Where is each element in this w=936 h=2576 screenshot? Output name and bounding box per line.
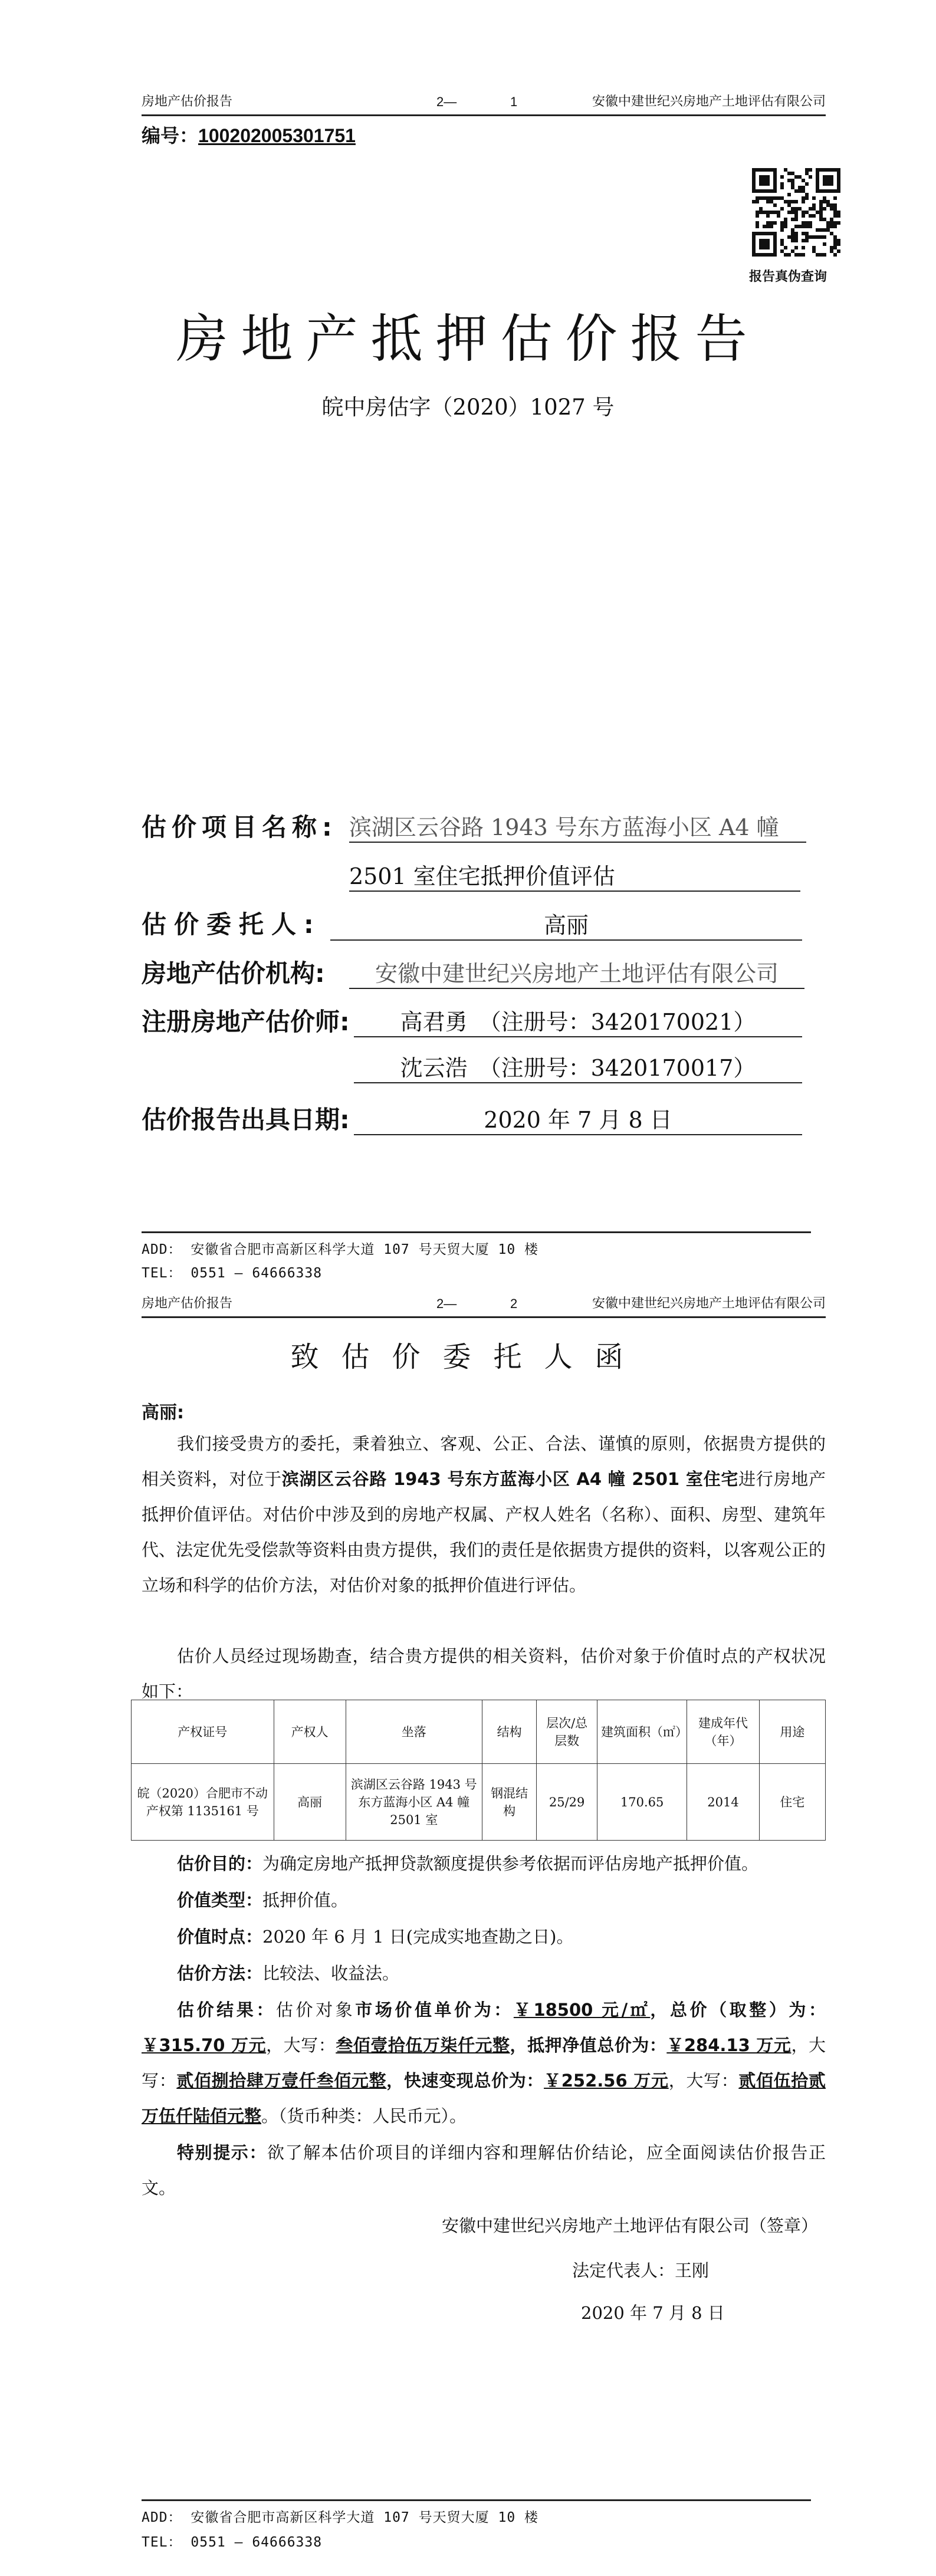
table-header: 产权人 — [274, 1700, 346, 1764]
result-text: 估价对象 — [275, 2000, 356, 2020]
table-cell: 皖（2020）合肥市不动产权第 1135161 号 — [132, 1764, 274, 1841]
net-mortgage-value-chinese: 贰佰捌拾肆万壹仟叁佰元整 — [176, 2071, 387, 2091]
header-page-num: 1 — [510, 94, 518, 109]
result-text: 。（货币种类：人民币元）。 — [261, 2106, 467, 2126]
result-label: 估价结果： — [177, 2000, 276, 2020]
qr-code-image — [752, 168, 840, 257]
result-text: ，大写： — [142, 2035, 826, 2091]
report-title: 房地产抵押估价报告 — [176, 308, 760, 369]
header-right: 安徽中建世纪兴房地产土地评估有限公司 — [592, 1296, 826, 1310]
table-header: 建成年代（年） — [687, 1700, 760, 1764]
table-header: 建筑面积（㎡） — [597, 1700, 687, 1764]
table-cell: 25/29 — [537, 1764, 597, 1841]
value-type-text: 抵押价值。 — [262, 1890, 349, 1910]
letter-title: 致估价委托人函 — [290, 1340, 646, 1374]
result-text: ，快速变现总价为： — [386, 2071, 544, 2091]
salutation: 高丽: — [142, 1402, 184, 1423]
signature-company: 安徽中建世纪兴房地产土地评估有限公司（签章） — [441, 2216, 818, 2236]
property-rights-table — [131, 1700, 826, 1841]
result-text: 市场价值单价为： — [355, 2000, 514, 2020]
appraiser-1: 高君勇 （注册号：3420170021） — [354, 1004, 802, 1037]
page-header — [142, 1290, 826, 1318]
result-text: ，总价（取整）为： — [650, 2000, 826, 2020]
method-label: 估价方法： — [177, 1963, 263, 1983]
footer-address: ADD： 安徽省合肥市高新区科学大道 107 号天贸大厦 10 楼 — [142, 2510, 539, 2525]
header-page-prefix: 2— — [436, 94, 457, 109]
client-label: 估价委托人: — [142, 910, 321, 939]
footer-tel: TEL： 0551 — 64666338 — [142, 2535, 323, 2550]
client-value: 高丽 — [330, 907, 802, 941]
signature-date: 2020 年 7 月 8 日 — [581, 2303, 725, 2323]
table-cell: 住宅 — [759, 1764, 825, 1841]
signature-representative: 法定代表人：王刚 — [572, 2260, 710, 2281]
method-text: 比较法、收益法。 — [262, 1963, 400, 1983]
special-note-text: 欲了解本估价项目的详细内容和理解估价结论，应全面阅读估价报告正文。 — [142, 2143, 826, 2198]
unit-price: ￥18500 元/㎡ — [513, 2000, 651, 2020]
value-time-line — [142, 1919, 826, 1954]
purpose-label: 估价目的： — [177, 1854, 263, 1874]
page-header — [142, 88, 826, 116]
paragraph-commission — [142, 1426, 826, 1603]
total-price: ￥315.70 万元 — [142, 2035, 267, 2055]
net-mortgage-value: ￥284.13 万元 — [666, 2035, 792, 2055]
serial-value: 100202005301751 — [198, 125, 356, 146]
value-time-text: 2020 年 6 月 1 日(完成实地查勘之日)。 — [262, 1927, 574, 1947]
result-paragraph — [142, 1992, 826, 2134]
header-page-prefix: 2— — [436, 1296, 457, 1311]
report-date-label: 估价报告出具日期: — [142, 1105, 350, 1134]
quick-sale-value: ￥252.56 万元 — [544, 2071, 669, 2091]
footer-tel: TEL： 0551 — 64666338 — [142, 1266, 323, 1281]
result-text: ，抵押净值总价为： — [510, 2035, 667, 2055]
table-cell: 滨湖区云谷路 1943 号东方蓝海小区 A4 幢 2501 室 — [346, 1764, 482, 1841]
header-right: 安徽中建世纪兴房地产土地评估有限公司 — [592, 94, 826, 109]
special-note — [142, 2135, 826, 2206]
table-header: 用途 — [759, 1700, 825, 1764]
total-price-chinese: 叁佰壹拾伍万柒仟元整 — [336, 2035, 510, 2055]
result-text: ，大写： — [668, 2071, 739, 2091]
value-type-label: 价值类型： — [177, 1890, 263, 1910]
project-name-label: 估价项目名称: — [142, 813, 337, 842]
table-header: 层次/总层数 — [537, 1700, 597, 1764]
appraiser-label: 注册房地产估价师: — [142, 1007, 350, 1036]
para1-text-c: 进行房地产抵押价值评估。对估价中涉及到的房地产权属、产权人姓名（名称）、面积、房型、建筑年代、法定优先受偿款等资料由贵方提供，我们的责任是依据贵方提供的资料，以客观公正的立场和科学的估价方法，对估价对象的抵押价值进行评估。 — [142, 1469, 826, 1595]
table-row — [132, 1764, 826, 1841]
table-header: 产权证号 — [132, 1700, 274, 1764]
table-cell: 钢混结构 — [482, 1764, 536, 1841]
agency-label: 房地产估价机构: — [142, 959, 325, 988]
table-header: 坐落 — [346, 1700, 482, 1764]
purpose-text: 为确定房地产抵押贷款额度提供参考依据而评估房地产抵押价值。 — [262, 1854, 759, 1874]
footer-rule — [142, 1231, 811, 1233]
table-cell: 2014 — [687, 1764, 760, 1841]
para1-text-a: 我们接受贵方的委托，秉着独立、客观、公正、合法、谨慎的原则，依据贵方提供的相关资料，对位于 — [142, 1434, 826, 1489]
purpose-line — [142, 1846, 826, 1881]
table-header-row — [132, 1700, 826, 1764]
qr-code — [752, 168, 840, 257]
table-cell: 高丽 — [274, 1764, 346, 1841]
special-note-label: 特别提示： — [177, 2143, 267, 2163]
table-cell: 170.65 — [597, 1764, 687, 1841]
header-left: 房地产估价报告 — [142, 94, 233, 109]
project-name-line2: 2501 室住宅抵押价值评估 — [349, 858, 800, 892]
document-number: 皖中房估字（2020）1027 号 — [321, 395, 615, 420]
value-time-label: 价值时点： — [177, 1927, 263, 1947]
paragraph-survey: 估价人员经过现场勘查，结合贵方提供的相关资料，估价对象于价值时点的产权状况如下： — [142, 1646, 826, 1701]
result-text: ，大写： — [266, 2035, 336, 2055]
quick-sale-value-chinese: 贰佰伍拾贰万伍仟陆佰元整 — [142, 2071, 826, 2126]
agency-value: 安徽中建世纪兴房地产土地评估有限公司 — [349, 955, 804, 989]
qr-caption: 报告真伪查询 — [749, 270, 827, 284]
para1-property-address: 滨湖区云谷路 1943 号东方蓝海小区 A4 幢 2501 室住宅 — [281, 1469, 739, 1489]
serial-number — [142, 121, 356, 148]
method-line — [142, 1956, 826, 1991]
header-left: 房地产估价报告 — [142, 1296, 233, 1310]
project-name-line1: 滨湖区云谷路 1943 号东方蓝海小区 A4 幢 — [349, 809, 806, 843]
footer-rule — [142, 2499, 811, 2501]
footer-address: ADD： 安徽省合肥市高新区科学大道 107 号天贸大厦 10 楼 — [142, 1242, 539, 1257]
value-type-line — [142, 1882, 826, 1918]
report-date-value: 2020 年 7 月 8 日 — [354, 1102, 802, 1135]
appraiser-2: 沈云浩 （注册号：3420170017） — [354, 1050, 802, 1083]
serial-label: 编号： — [142, 125, 199, 146]
table-header: 结构 — [482, 1700, 536, 1764]
header-page-num: 2 — [510, 1296, 518, 1311]
